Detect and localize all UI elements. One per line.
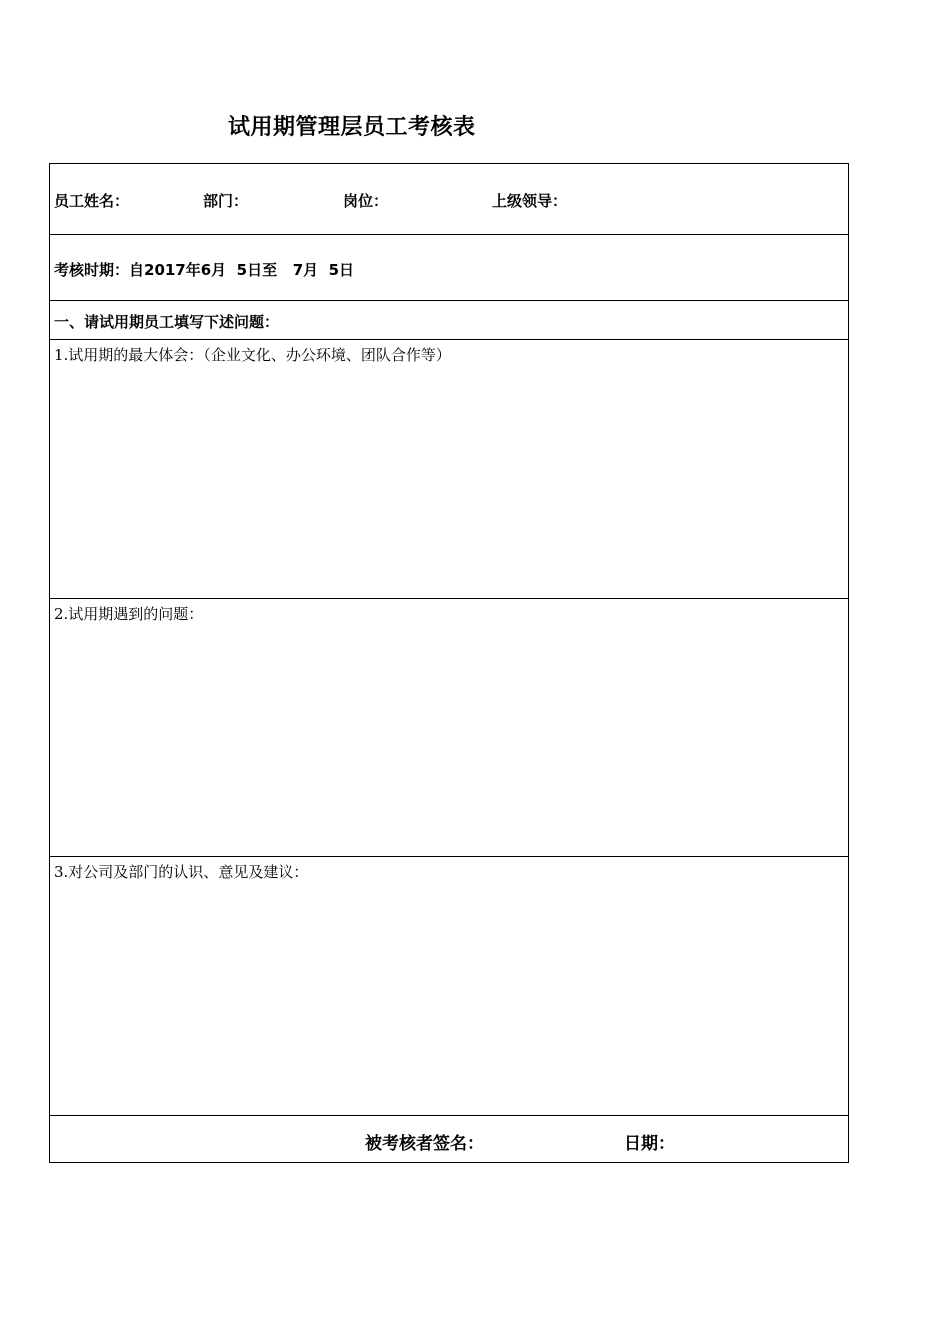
- question-2-text: 2.试用期遇到的问题：: [54, 605, 204, 623]
- supervisor-label: 上级领导：: [492, 192, 568, 210]
- assessment-period-row: [50, 235, 848, 301]
- assessment-period-label: 考核时期：自2017年6月 5日至 7月 5日: [54, 261, 355, 279]
- department-label: 部门：: [203, 192, 249, 210]
- date-label: 日期：: [624, 1134, 675, 1154]
- question-2-box: [50, 599, 848, 857]
- question-3-text: 3.对公司及部门的认识、意见及建议：: [54, 863, 309, 881]
- assessment-form: [49, 163, 849, 1163]
- section-heading-row: [50, 301, 848, 340]
- question-1-text: 1.试用期的最大体会：（企业文化、办公环境、团队合作等）: [54, 346, 451, 364]
- page-title: 试用期管理层员工考核表: [228, 115, 476, 140]
- question-1-box: [50, 340, 848, 599]
- employee-info-row: [50, 164, 848, 235]
- signature-row: [50, 1116, 848, 1162]
- section-heading: 一、请试用期员工填写下述问题：: [54, 313, 280, 331]
- position-label: 岗位：: [343, 192, 389, 210]
- signer-label: 被考核者签名：: [365, 1134, 484, 1154]
- employee-name-label: 员工姓名：: [54, 192, 130, 210]
- question-3-box: [50, 857, 848, 1116]
